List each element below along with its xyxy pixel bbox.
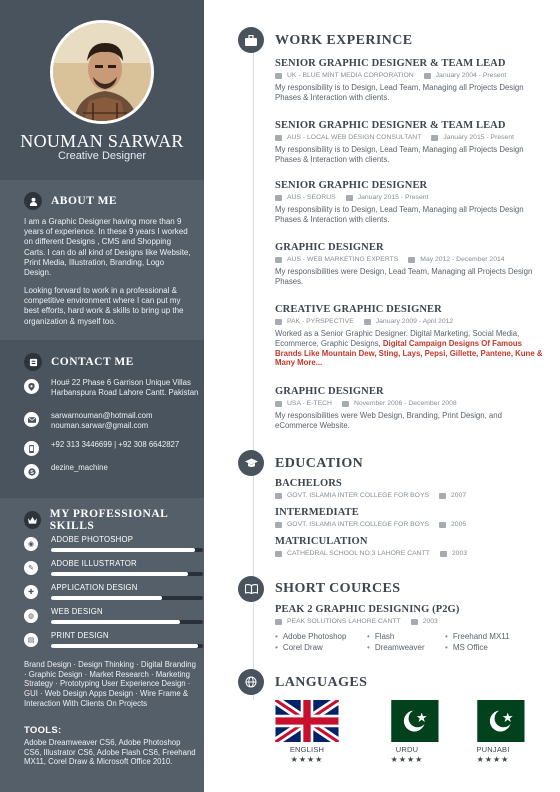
job-meta bbox=[275, 400, 545, 407]
tools-list: Adobe Dreamweaver CS6, Adobe Photoshop CS6, Illustrator CS6, Adobe Flash CS6, Freehand MX11, Corel Draw & Microsoft Office 2010. bbox=[24, 738, 196, 767]
skill-label: APPLICATION DESIGN bbox=[51, 583, 138, 592]
building-icon bbox=[275, 619, 282, 625]
skill-label: ADOBE PHOTOSHOP bbox=[51, 535, 134, 544]
job-description: My responsibility is to Design, Lead Team, Managing all Projects Design Phases & Interaction with clients. bbox=[275, 205, 524, 224]
language-name: ENGLISH bbox=[289, 745, 325, 754]
degree-title: MATRICULATION bbox=[275, 536, 368, 547]
calendar-icon bbox=[342, 401, 349, 407]
school-name: GOVT. ISLAMIA INTER COLLEGE FOR BOYS bbox=[287, 492, 430, 499]
mail-icon bbox=[24, 412, 39, 427]
contact-card-icon bbox=[24, 353, 42, 371]
calendar-icon bbox=[411, 619, 418, 625]
course-meta bbox=[275, 618, 545, 625]
skill-web-design bbox=[24, 607, 184, 629]
course-institute: PEAK SOLUTIONS LAHORE CANTT bbox=[287, 618, 401, 625]
svg-text:S: S bbox=[29, 469, 34, 476]
skill-print-design bbox=[24, 631, 184, 653]
course-entry bbox=[275, 604, 545, 625]
plus-icon: ✚ bbox=[24, 585, 38, 599]
job-company: USA - E-TECH bbox=[287, 400, 332, 407]
skill-label: ADOBE ILLUSTRATOR bbox=[51, 559, 137, 568]
contact-heading bbox=[24, 353, 134, 371]
job-title: SENIOR GRAPHIC DESIGNER & TEAM LEAD bbox=[275, 58, 506, 69]
course-title: PEAK 2 GRAPHIC DESIGNING (P2G) bbox=[275, 604, 460, 615]
graduation-year: 2003 bbox=[451, 550, 468, 557]
course-year: 2003 bbox=[422, 618, 438, 625]
education-heading: EDUCATION bbox=[275, 456, 364, 471]
job-title: SENIOR GRAPHIC DESIGNER bbox=[275, 180, 428, 191]
job-company: UK - BLUE MINT MEDIA CORPORATION bbox=[287, 72, 414, 79]
skill-tags: Brand Design · Design Thinking · Digital Branding · Graphic Design · Market Research · Marketing Strategy · Prototyping User Experience Design · GUI · Web Design Apps Design · Wire Frame & Interaction With Clients On Projects bbox=[24, 660, 196, 708]
skill-bar-fill bbox=[51, 548, 195, 552]
school-name: CATHEDRAL SCHOOL NO.3 LAHORE CANTT bbox=[287, 550, 430, 557]
skills-heading bbox=[24, 508, 204, 532]
graduation-cap-icon bbox=[238, 450, 264, 476]
job-entry bbox=[275, 242, 545, 287]
job-meta bbox=[275, 256, 545, 263]
calendar-icon bbox=[440, 551, 447, 557]
degree-title: BACHELORS bbox=[275, 478, 342, 489]
calendar-icon bbox=[431, 135, 438, 141]
about-paragraph-2: Looking forward to work in a professional & competitive environment where I can put my best efforts, hard work & skills to bring up the organization & myself too. bbox=[24, 286, 184, 326]
job-description-text: Worked as a Senior Graphic Designer. Digital Marketing, Social Media, Ecommerce, Graphic Designs, bbox=[275, 329, 520, 348]
pen-icon: ✎ bbox=[24, 561, 38, 575]
skill-illustrator bbox=[24, 559, 184, 581]
language-rating: ★★★★ bbox=[476, 755, 510, 764]
job-meta bbox=[275, 318, 545, 325]
course-topic: • Adobe Photoshop bbox=[275, 632, 346, 641]
calendar-icon bbox=[439, 493, 446, 499]
address-text: Hou# 22 Phase 6 Garrison Unique Villas Harbanspura Road Lahore Cantt. Pakistan bbox=[51, 378, 199, 397]
pakistan-flag-icon bbox=[375, 700, 439, 742]
sidebar bbox=[0, 0, 204, 792]
job-title: GRAPHIC DESIGNER bbox=[275, 386, 384, 397]
skill-bar-fill bbox=[51, 620, 180, 624]
education-meta bbox=[275, 492, 545, 499]
phone-text[interactable]: +92 313 3446699 | +92 308 6642827 bbox=[51, 440, 180, 449]
job-description: My responsibility is to Design, Lead Team, Managing all Projects Design Phases & Interaction with clients. bbox=[275, 83, 524, 102]
job-entry bbox=[275, 180, 545, 225]
job-company: AUS - LOCAL WEB DESIGN CONSULTANT bbox=[287, 134, 422, 141]
job-description: My responsibilities were Design, Lead Team, Managing all Projects Design Phases. bbox=[275, 267, 533, 286]
job-title: SENIOR GRAPHIC DESIGNER & TEAM LEAD bbox=[275, 120, 506, 131]
phone-icon bbox=[24, 441, 39, 456]
job-meta bbox=[275, 134, 545, 141]
course-topic: • MS Office bbox=[445, 643, 488, 652]
calendar-icon bbox=[408, 257, 415, 263]
skill-bar bbox=[51, 596, 203, 600]
skill-bar-fill bbox=[51, 572, 188, 576]
skill-bar-fill bbox=[51, 644, 198, 648]
crown-icon bbox=[24, 511, 41, 529]
profile-name: NOUMAN SARWAR bbox=[20, 131, 184, 151]
education-meta bbox=[275, 521, 545, 528]
job-dates: January 2015 - Present bbox=[357, 194, 429, 201]
skill-bar bbox=[51, 572, 203, 576]
building-icon bbox=[275, 135, 282, 141]
skills-title: MY PROFESSIONAL SKILLS bbox=[49, 508, 168, 532]
job-description bbox=[275, 329, 545, 368]
job-dates: January 2015 - Present bbox=[443, 134, 514, 141]
course-topic: • Flash bbox=[367, 632, 394, 641]
profile-title: Creative Designer bbox=[57, 150, 147, 162]
globe-icon: ◍ bbox=[24, 609, 38, 623]
job-description: My responsibility is to Design, Lead Team, Managing all Projects Design Phases & Interaction with clients. bbox=[275, 145, 524, 164]
pakistan-flag-icon bbox=[461, 700, 525, 742]
job-description: My responsibilities were Web Design, Branding, Print Design, and eCommerce Website. bbox=[275, 411, 502, 430]
job-dates: November 2006 - December 2008 bbox=[353, 400, 457, 407]
education-meta bbox=[275, 550, 545, 557]
skill-bar bbox=[51, 620, 203, 624]
book-icon bbox=[238, 576, 264, 602]
job-company: AUS - SEORUS bbox=[287, 194, 336, 201]
skill-label: WEB DESIGN bbox=[51, 607, 103, 616]
job-entry bbox=[275, 58, 545, 103]
language-urdu bbox=[375, 700, 439, 764]
job-meta bbox=[275, 194, 545, 201]
degree-title: INTERMEDIATE bbox=[275, 507, 359, 518]
photoshop-icon: ◉ bbox=[24, 537, 38, 551]
courses-heading: SHORT COURCES bbox=[275, 581, 401, 596]
building-icon bbox=[275, 401, 282, 407]
language-rating: ★★★★ bbox=[290, 755, 324, 764]
calendar-icon bbox=[364, 319, 371, 325]
skill-bar bbox=[51, 644, 203, 648]
email-primary-link[interactable]: sarwarnouman@hotmail.com bbox=[51, 411, 153, 420]
language-name: PUNJABI bbox=[476, 745, 510, 754]
about-title: ABOUT ME bbox=[51, 195, 118, 207]
uk-flag-icon bbox=[275, 700, 339, 742]
email-row bbox=[24, 411, 199, 430]
building-icon bbox=[275, 522, 282, 528]
language-english bbox=[275, 700, 339, 764]
calendar-icon bbox=[439, 522, 446, 528]
calendar-icon bbox=[424, 73, 431, 79]
skill-application-design bbox=[24, 583, 184, 605]
job-dates: January 2004 - Present bbox=[435, 72, 507, 79]
skype-icon bbox=[24, 464, 39, 479]
job-dates: January 2009 - April 2012 bbox=[375, 318, 454, 325]
building-icon bbox=[275, 73, 282, 79]
user-icon bbox=[24, 192, 42, 210]
job-entry bbox=[275, 120, 545, 165]
location-pin-icon bbox=[24, 379, 39, 394]
languages-heading: LANGUAGES bbox=[275, 675, 368, 690]
graduation-year: 2007 bbox=[451, 492, 467, 499]
course-topic: • Dreamweaver bbox=[367, 643, 425, 652]
job-description-highlight: Digital Campaign Designs Of Famous Brands Like Mountain Dew, Sting, Lays, Pepsi, Gillette, Pantene, Kune & Many More... bbox=[275, 338, 543, 368]
about-paragraph-1: I am a Graphic Designer having more than 9 years of experience. In these 9 years I worked on different Designs , CMS and Shopping Carts. I can do all kind of Designs like Website, Print Media, Illustration, Branding, Logo Design. bbox=[24, 217, 191, 278]
phone-row bbox=[24, 440, 199, 456]
calendar-icon bbox=[346, 195, 353, 201]
about-section bbox=[0, 180, 204, 340]
address-row bbox=[24, 378, 199, 397]
job-title: CREATIVE GRAPHIC DESIGNER bbox=[275, 304, 442, 315]
skill-photoshop bbox=[24, 535, 184, 557]
school-name: GOVT. ISLAMIA INTER COLLEGE FOR BOYS bbox=[287, 521, 430, 528]
building-icon bbox=[275, 551, 282, 557]
job-entry bbox=[275, 304, 545, 368]
skill-label: PRINT DESIGN bbox=[51, 631, 109, 640]
contact-section bbox=[0, 340, 204, 498]
email-secondary-link[interactable]: nouman.sarwar@gmail.com bbox=[51, 420, 149, 430]
education-entry bbox=[275, 478, 545, 499]
skill-bar-fill bbox=[51, 596, 162, 600]
job-title: GRAPHIC DESIGNER bbox=[275, 242, 384, 253]
work-heading: WORK EXPERINCE bbox=[275, 33, 413, 48]
briefcase-icon bbox=[238, 27, 264, 53]
course-topic: • Freehand MX11 bbox=[445, 632, 510, 641]
job-company: PAK - PYRSPECTIVE bbox=[287, 318, 354, 325]
building-icon bbox=[275, 257, 282, 263]
skype-row bbox=[24, 463, 199, 479]
job-meta bbox=[275, 72, 545, 79]
tools-title: TOOLS: bbox=[24, 725, 62, 736]
education-entry bbox=[275, 507, 545, 528]
globe-icon bbox=[238, 669, 264, 695]
profile-header bbox=[0, 0, 204, 180]
job-dates: May 2012 - December 2014 bbox=[420, 256, 505, 263]
skill-bar bbox=[51, 548, 203, 552]
about-heading bbox=[24, 192, 117, 210]
graduation-year: 2005 bbox=[451, 521, 467, 528]
job-entry bbox=[275, 386, 545, 431]
building-icon bbox=[275, 493, 282, 499]
job-company: AUS - WEB MARKETING EXPERTS bbox=[287, 256, 399, 263]
building-icon bbox=[275, 319, 282, 325]
skype-handle[interactable]: dezine_machine bbox=[51, 463, 108, 472]
printer-icon: ▤ bbox=[24, 633, 38, 647]
education-entry bbox=[275, 536, 545, 557]
building-icon bbox=[275, 195, 282, 201]
contact-title: CONTACT ME bbox=[51, 356, 134, 368]
avatar bbox=[50, 20, 154, 124]
language-rating: ★★★★ bbox=[390, 755, 424, 764]
language-punjabi bbox=[461, 700, 525, 764]
course-topic: • Corel Draw bbox=[275, 643, 323, 652]
language-name: URDU bbox=[395, 745, 419, 754]
email-list bbox=[51, 411, 199, 430]
